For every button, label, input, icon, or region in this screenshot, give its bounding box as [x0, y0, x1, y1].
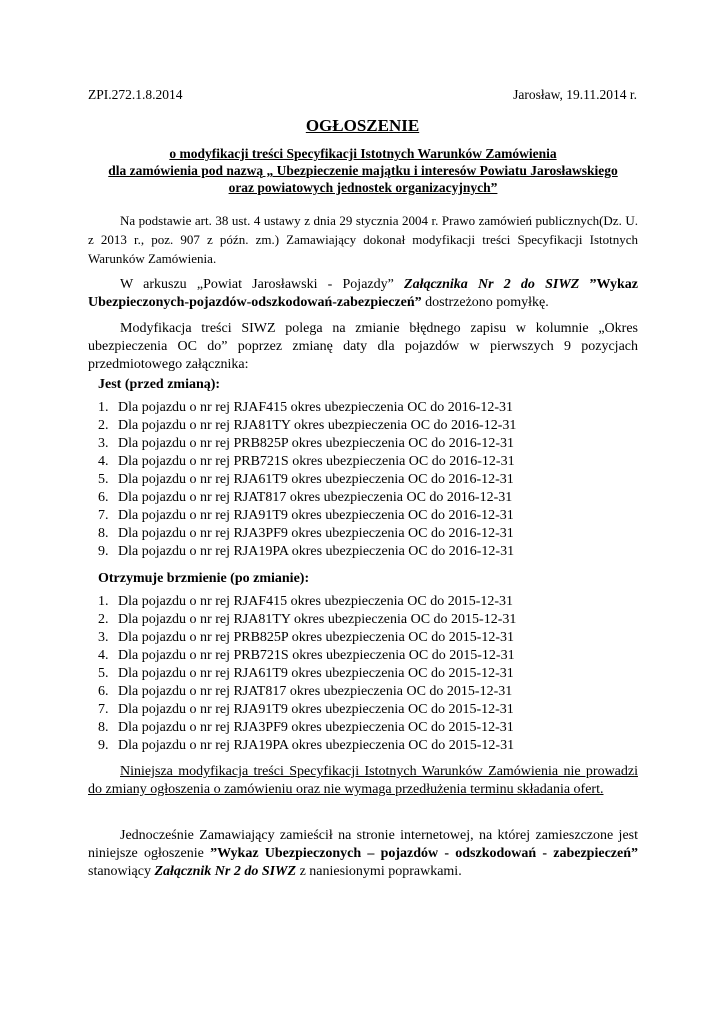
list-item-text: Dla pojazdu o nr rej RJA3PF9 okres ubezpieczenia OC do 2016-12-31 — [118, 526, 514, 541]
final-text-a: Jednocześnie Zamawiający zamieścił na stronie internetowej, na której zamieszczone jest niniejsze ogłoszenie — [88, 828, 638, 861]
list-item — [98, 453, 638, 471]
list-item-text: Dla pojazdu o nr rej RJA3PF9 okres ubezpieczenia OC do 2015-12-31 — [118, 720, 514, 735]
subtitle-line-2: dla zamówienia pod nazwą „ Ubezpieczenie majątku i interesów Powiatu Jarosławskiego — [108, 163, 618, 178]
list-item — [98, 471, 638, 489]
list-item — [98, 611, 638, 629]
paragraph-modification — [88, 320, 638, 374]
list-item-number: 2. — [98, 418, 109, 433]
list-item-number: 7. — [98, 508, 109, 523]
list-item — [98, 417, 638, 435]
list-item-number: 4. — [98, 648, 109, 663]
list-item-number: 8. — [98, 720, 109, 735]
list-item-number: 9. — [98, 544, 109, 559]
place-and-date: Jarosław, 19.11.2014 r. — [513, 87, 637, 102]
after-list — [98, 593, 638, 755]
before-list — [98, 399, 638, 561]
list-item — [98, 593, 638, 611]
list-item — [98, 665, 638, 683]
list-item — [98, 399, 638, 417]
list-item-number: 2. — [98, 612, 109, 627]
subtitle-line-1: o modyfikacji treści Specyfikacji Istotnych Warunków Zamówienia — [169, 146, 557, 161]
list-item-text: Dla pojazdu o nr rej RJA61T9 okres ubezpieczenia OC do 2016-12-31 — [118, 472, 514, 487]
list-item-number: 3. — [98, 436, 109, 451]
list-item-number: 1. — [98, 400, 109, 415]
list-item-text: Dla pojazdu o nr rej RJA19PA okres ubezpieczenia OC do 2015-12-31 — [118, 738, 515, 753]
final-sheet-title: ”Wykaz Ubezpieczonych – pojazdów - odszkodowań - zabezpieczeń” — [210, 846, 638, 861]
list-item — [98, 719, 638, 737]
final-attachment-ref: Załącznik Nr 2 do SIWZ — [154, 864, 297, 879]
list-item-text: Dla pojazdu o nr rej PRB721S okres ubezpieczenia OC do 2016-12-31 — [118, 454, 515, 469]
list-item-number: 6. — [98, 490, 109, 505]
list-item — [98, 701, 638, 719]
list-item — [98, 737, 638, 755]
before-heading: Jest (przed zmianą): — [98, 377, 221, 392]
list-item-number: 1. — [98, 594, 109, 609]
reference-number: ZPI.272.1.8.2014 — [88, 87, 183, 102]
intro-text: Na podstawie art. 38 ust. 4 ustawy z dnia 29 stycznia 2004 r. Prawo zamówień publicznych(Dz. U. z 2013 r., poz. 907 z późn. zm.) Zamawiający dokonał modyfikacji treści Specyfikacji Istotnych Warunków Zamówienia. — [88, 213, 638, 266]
subtitle-line-3: oraz powiatowych jednostek organizacyjnych” — [228, 180, 498, 195]
para3-text: Modyfikacja treści SIWZ polega na zmianie błędnego zapisu w kolumnie „Okres ubezpieczenia OC do” poprzez zmianę daty dla pojazdów w pierwszych 9 pozycjach przedmiotowego załącznika: — [88, 321, 638, 372]
list-item-text: Dla pojazdu o nr rej RJAF415 okres ubezpieczenia OC do 2015-12-31 — [118, 594, 514, 609]
note-paragraph — [88, 763, 638, 799]
list-item-number: 9. — [98, 738, 109, 753]
list-item-number: 5. — [98, 472, 109, 487]
list-item — [98, 489, 638, 507]
list-item-text: Dla pojazdu o nr rej PRB721S okres ubezpieczenia OC do 2015-12-31 — [118, 648, 515, 663]
list-item — [98, 629, 638, 647]
list-item-text: Dla pojazdu o nr rej PRB825P okres ubezpieczenia OC do 2016-12-31 — [118, 436, 515, 451]
list-item-number: 7. — [98, 702, 109, 717]
list-item-number: 5. — [98, 666, 109, 681]
document-subtitle — [88, 145, 638, 196]
note-text: Niniejsza modyfikacja treści Specyfikacji Istotnych Warunków Zamówienia nie prowadzi do zmiany ogłoszenia o zamówieniu oraz nie wymaga przedłużenia terminu składania ofert. — [88, 764, 638, 797]
list-item — [98, 647, 638, 665]
list-item-text: Dla pojazdu o nr rej RJA19PA okres ubezpieczenia OC do 2016-12-31 — [118, 544, 515, 559]
list-item-text: Dla pojazdu o nr rej RJA81TY okres ubezpieczenia OC do 2015-12-31 — [118, 612, 517, 627]
list-item-number: 6. — [98, 684, 109, 699]
list-item-number: 8. — [98, 526, 109, 541]
list-item-text: Dla pojazdu o nr rej RJAT817 okres ubezpieczenia OC do 2015-12-31 — [118, 684, 513, 699]
para2-text-d: dostrzeżono pomyłkę. — [425, 295, 549, 310]
after-heading: Otrzymuje brzmienie (po zmianie): — [98, 571, 310, 586]
list-item — [98, 683, 638, 701]
document-title: OGŁOSZENIE — [305, 116, 420, 135]
list-item-number: 4. — [98, 454, 109, 469]
intro-paragraph — [88, 211, 638, 268]
list-item — [98, 525, 638, 543]
list-item — [98, 507, 638, 525]
list-item-text: Dla pojazdu o nr rej RJAT817 okres ubezpieczenia OC do 2016-12-31 — [118, 490, 513, 505]
final-text-e: z naniesionymi poprawkami. — [299, 864, 462, 879]
para2-sheet-title: ”Wykaz Ubezpieczonych-pojazdów-odszkodowań-zabezpieczeń” — [88, 277, 639, 310]
para2-text-a: W arkuszu „Powiat Jarosławski - Pojazdy” — [120, 277, 394, 292]
list-item-text: Dla pojazdu o nr rej RJAF415 okres ubezpieczenia OC do 2016-12-31 — [118, 400, 514, 415]
paragraph-error-found — [88, 276, 638, 312]
list-item — [98, 543, 638, 561]
list-item-text: Dla pojazdu o nr rej PRB825P okres ubezpieczenia OC do 2015-12-31 — [118, 630, 515, 645]
list-item-text: Dla pojazdu o nr rej RJA91T9 okres ubezpieczenia OC do 2016-12-31 — [118, 508, 514, 523]
list-item — [98, 435, 638, 453]
list-item-text: Dla pojazdu o nr rej RJA81TY okres ubezpieczenia OC do 2016-12-31 — [118, 418, 517, 433]
list-item-text: Dla pojazdu o nr rej RJA91T9 okres ubezpieczenia OC do 2015-12-31 — [118, 702, 514, 717]
list-item-text: Dla pojazdu o nr rej RJA61T9 okres ubezpieczenia OC do 2015-12-31 — [118, 666, 514, 681]
list-item-number: 3. — [98, 630, 109, 645]
final-text-c: stanowiący — [88, 864, 151, 879]
final-paragraph — [88, 827, 638, 881]
para2-attachment-ref: Załącznika Nr 2 do SIWZ — [404, 277, 580, 292]
